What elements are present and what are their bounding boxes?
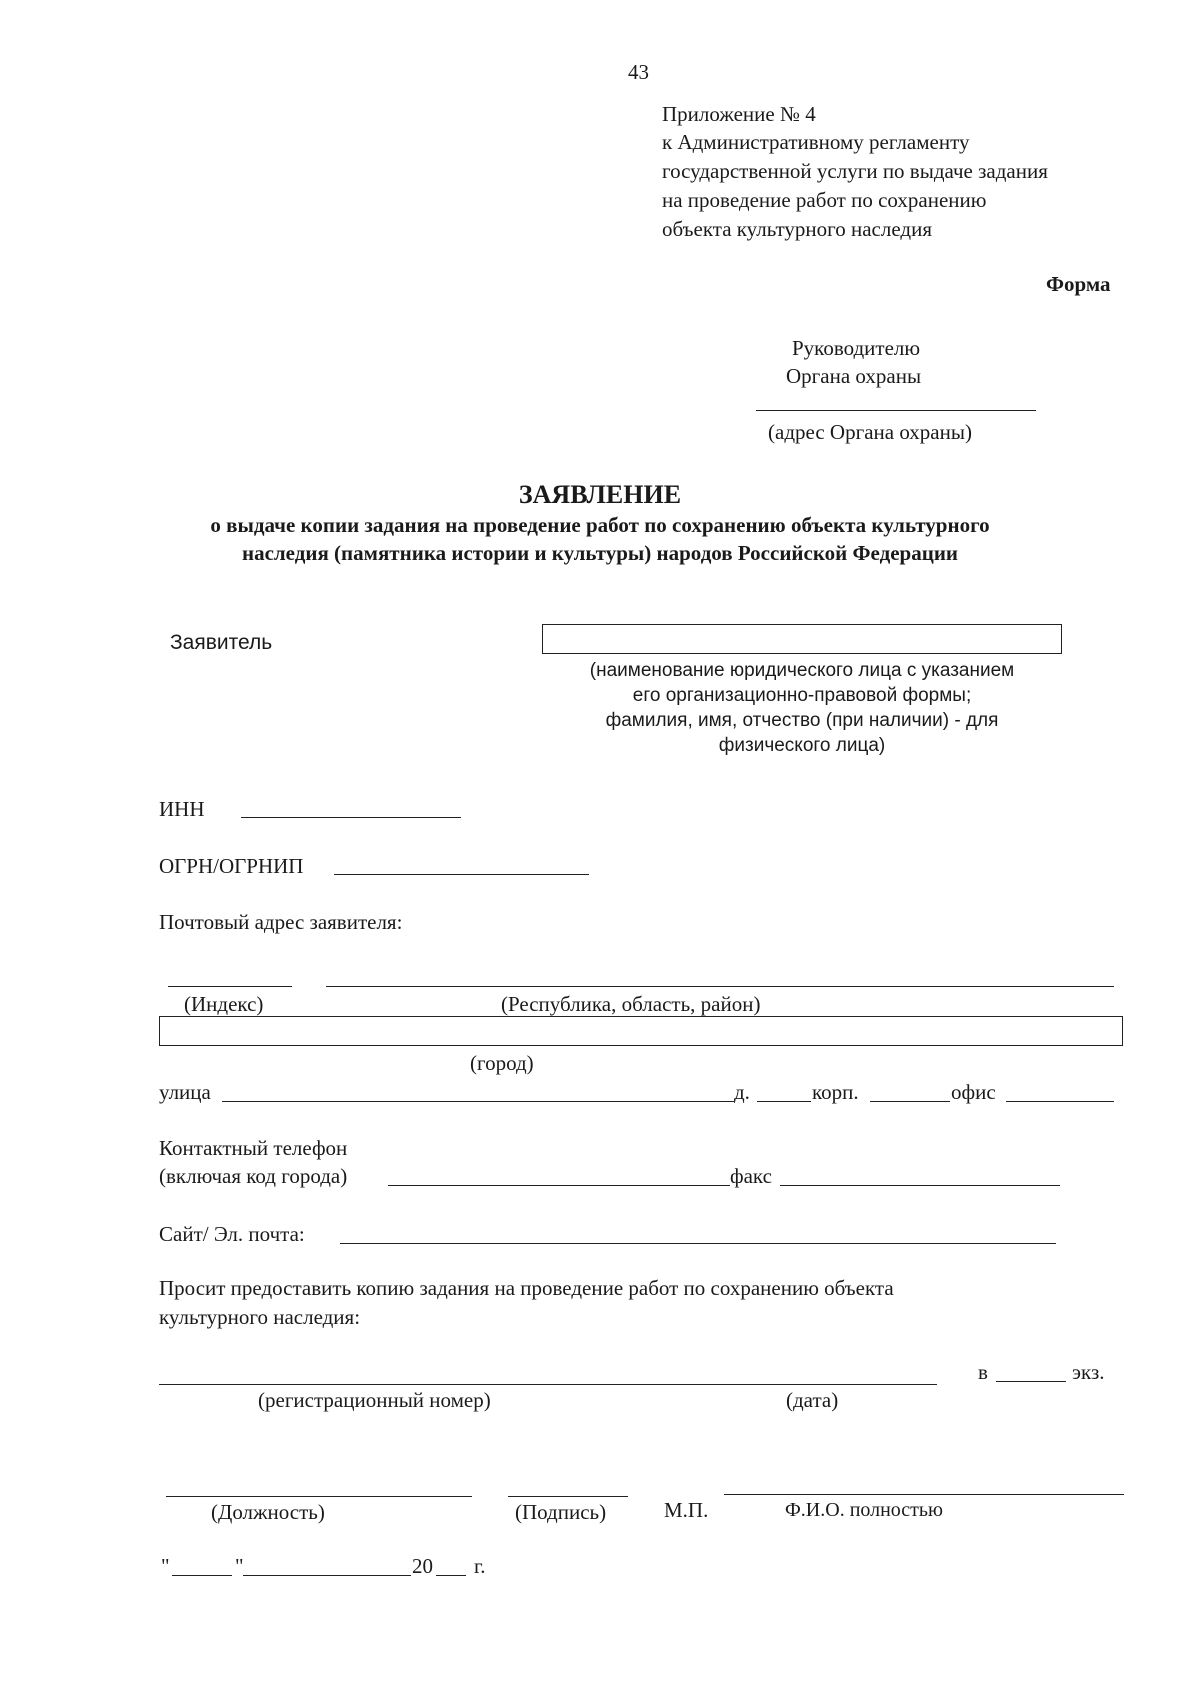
full-name-field[interactable] bbox=[724, 1494, 1124, 1495]
addressee-caption: (адрес Органа охраны) bbox=[768, 420, 972, 444]
addressee-address-line[interactable] bbox=[756, 410, 1036, 411]
copies-label: экз. bbox=[1072, 1360, 1105, 1384]
copies-count-field[interactable] bbox=[996, 1381, 1066, 1382]
appendix-line-5: объекта культурного наследия bbox=[662, 217, 932, 241]
date-year-prefix: 20 bbox=[412, 1554, 433, 1578]
date-month-field[interactable] bbox=[243, 1575, 411, 1576]
postal-address-label: Почтовый адрес заявителя: bbox=[159, 910, 403, 934]
ogrn-label: ОГРН/ОГРНИП bbox=[159, 854, 304, 878]
registration-number-caption: (регистрационный номер) bbox=[258, 1388, 491, 1412]
date-year-field[interactable] bbox=[436, 1575, 466, 1576]
applicant-caption-4: физического лица) bbox=[718, 735, 886, 756]
street-field[interactable] bbox=[222, 1101, 734, 1102]
addressee-line-1: Руководителю bbox=[792, 336, 921, 360]
office-label: офис bbox=[951, 1080, 996, 1104]
page-number: 43 bbox=[628, 60, 649, 84]
phone-label-1: Контактный телефон bbox=[159, 1136, 348, 1160]
postal-city-caption: (город) bbox=[470, 1051, 534, 1075]
korp-field[interactable] bbox=[870, 1101, 950, 1102]
site-email-field[interactable] bbox=[340, 1243, 1056, 1244]
applicant-caption-3: фамилия, имя, отчество (при наличии) - для bbox=[605, 710, 999, 731]
postal-region-caption: (Республика, область, район) bbox=[501, 992, 761, 1016]
request-line-2: культурного наследия: bbox=[159, 1305, 361, 1329]
applicant-label: Заявитель bbox=[170, 631, 273, 654]
site-email-label: Сайт/ Эл. почта: bbox=[159, 1222, 305, 1246]
house-field[interactable] bbox=[757, 1101, 811, 1102]
ogrn-field[interactable] bbox=[334, 874, 589, 875]
fax-field[interactable] bbox=[780, 1185, 1060, 1186]
addressee-line-2: Органа охраны bbox=[786, 364, 922, 388]
inn-label: ИНН bbox=[159, 797, 205, 821]
position-caption: (Должность) bbox=[211, 1500, 325, 1524]
applicant-name-field[interactable] bbox=[542, 624, 1062, 654]
date-day-field[interactable] bbox=[172, 1575, 232, 1576]
date-quote-close: " bbox=[235, 1554, 244, 1578]
house-label: д. bbox=[734, 1080, 750, 1104]
document-subtitle-2: наследия (памятника истории и культуры) народов Российской Федерации bbox=[241, 541, 959, 565]
registration-date-field[interactable] bbox=[159, 1384, 937, 1385]
request-line-1: Просит предоставить копию задания на проведение работ по сохранению объекта bbox=[159, 1276, 894, 1300]
postal-region-field[interactable] bbox=[326, 986, 1114, 987]
fax-label: факс bbox=[730, 1164, 772, 1188]
signature-caption: (Подпись) bbox=[515, 1500, 607, 1524]
stamp-label: М.П. bbox=[664, 1498, 709, 1522]
date-caption: (дата) bbox=[786, 1388, 839, 1412]
appendix-line-2: к Административному регламенту bbox=[662, 130, 970, 154]
copies-in-label: в bbox=[978, 1360, 988, 1384]
document-subtitle-1: о выдаче копии задания на проведение работ по сохранению объекта культурного bbox=[210, 513, 990, 537]
date-quote-open: " bbox=[161, 1554, 170, 1578]
full-name-caption: Ф.И.О. полностью bbox=[785, 1499, 943, 1521]
office-field[interactable] bbox=[1006, 1101, 1114, 1102]
applicant-caption-2: его организационно-правовой формы; bbox=[632, 685, 972, 706]
form-label: Форма bbox=[1046, 272, 1111, 296]
appendix-line-1: Приложение № 4 bbox=[662, 102, 816, 126]
postal-index-caption: (Индекс) bbox=[184, 992, 264, 1016]
postal-index-field[interactable] bbox=[168, 986, 292, 987]
street-label: улица bbox=[159, 1080, 211, 1104]
phone-label-2: (включая код города) bbox=[159, 1164, 348, 1188]
signature-field[interactable] bbox=[508, 1496, 628, 1497]
phone-field[interactable] bbox=[388, 1185, 730, 1186]
korp-label: корп. bbox=[812, 1080, 859, 1104]
inn-field[interactable] bbox=[241, 817, 461, 818]
postal-city-field[interactable] bbox=[159, 1016, 1123, 1046]
appendix-line-3: государственной услуги по выдаче задания bbox=[662, 159, 1048, 183]
document-title: ЗАЯВЛЕНИЕ bbox=[518, 480, 682, 509]
position-field[interactable] bbox=[166, 1496, 472, 1497]
appendix-line-4: на проведение работ по сохранению bbox=[662, 188, 987, 212]
date-year-suffix: г. bbox=[474, 1554, 486, 1578]
applicant-caption-1: (наименование юридического лица с указанием bbox=[589, 660, 1015, 681]
